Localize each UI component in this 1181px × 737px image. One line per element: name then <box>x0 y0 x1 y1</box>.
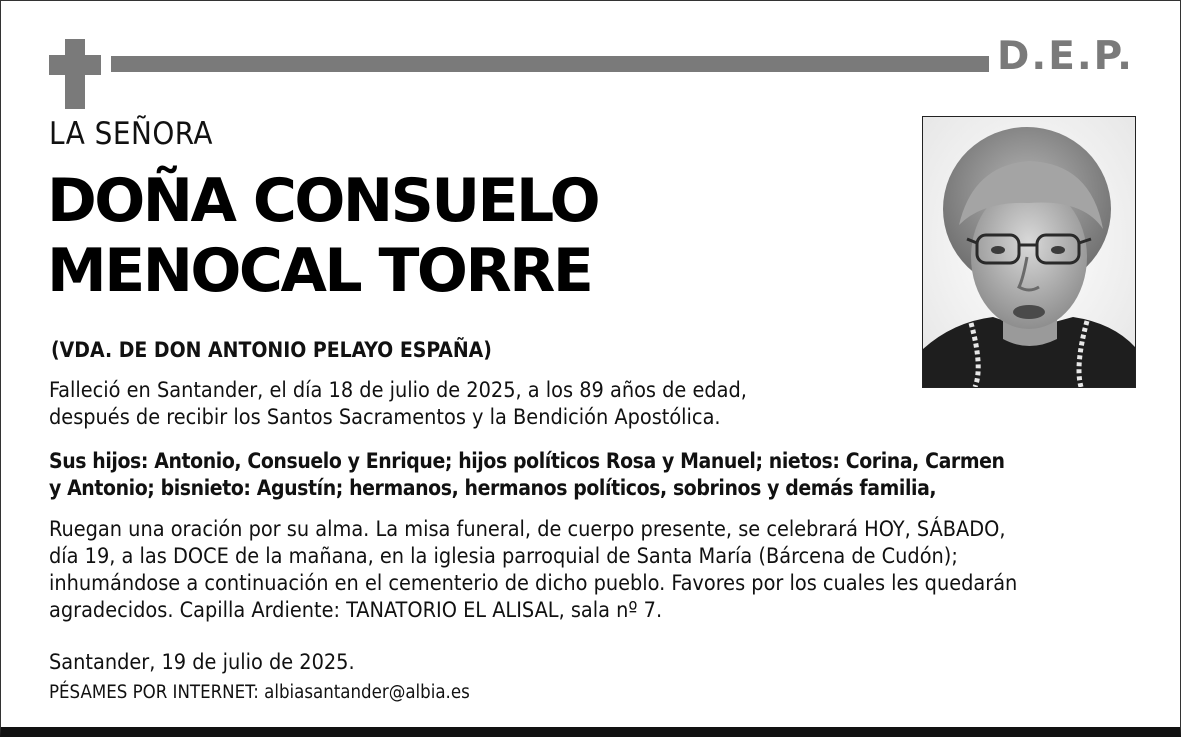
family-line-2: y Antonio; bisnieto: Agustín; hermanos, hermanos políticos, sobrinos y demás familia, <box>49 476 937 500</box>
place-date: Santander, 19 de julio de 2025. <box>49 650 355 675</box>
header-rule <box>111 56 989 72</box>
condolences-line: PÉSAMES POR INTERNET: albiasantander@albia.es <box>49 682 470 703</box>
family-paragraph <box>49 448 1149 502</box>
name-line-1: DOÑA CONSUELO <box>47 166 599 236</box>
death-line-1: Falleció en Santander, el día 18 de julio de 2025, a los 89 años de edad, <box>49 378 747 403</box>
death-line-2: después de recibir los Santos Sacramentos y la Bendición Apostólica. <box>49 405 721 430</box>
salutation: LA SEÑORA <box>49 116 213 152</box>
name-line-2: MENOCAL TORRE <box>47 236 592 306</box>
service-line-1: Ruegan una oración por su alma. La misa funeral, de cuerpo presente, se celebrará HOY, SÁBADO, <box>49 517 1006 542</box>
service-line-4: agradecidos. Capilla Ardiente: TANATORIO EL ALISAL, sala nº 7. <box>49 598 663 623</box>
widow-of: (VDA. DE DON ANTONIO PELAYO ESPAÑA) <box>51 338 492 362</box>
deceased-name <box>47 166 598 306</box>
service-line-3: inhumándose a continuación en el cementerio de dicho pueblo. Favores por los cuales les quedarán <box>49 571 1018 596</box>
portrait-photo <box>922 116 1136 388</box>
service-line-2: día 19, a las DOCE de la mañana, en la iglesia parroquial de Santa María (Bárcena de Cudón); <box>49 544 958 569</box>
family-line-1: Sus hijos: Antonio, Consuelo y Enrique; hijos políticos Rosa y Manuel; nietos: Corina, Carmen <box>49 449 1005 473</box>
dep-label: D.E.P. <box>997 34 1134 79</box>
portrait-illustration <box>923 117 1135 387</box>
service-paragraph <box>49 516 1149 624</box>
